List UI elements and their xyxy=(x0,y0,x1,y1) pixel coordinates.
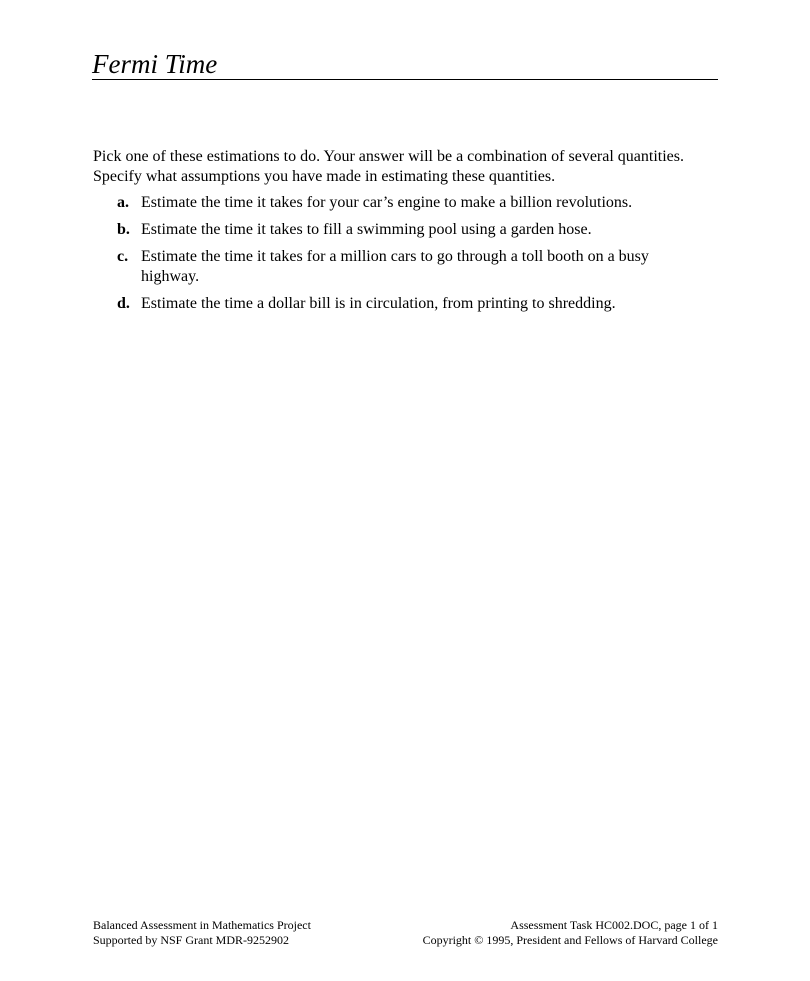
task-marker: d. xyxy=(117,294,130,312)
footer-task-id: Assessment Task HC002.DOC, page 1 of 1 xyxy=(510,918,718,932)
task-item-b xyxy=(93,220,713,240)
footer-grant: Supported by NSF Grant MDR-9252902 xyxy=(93,933,290,947)
task-text: Estimate the time it takes for your car’s engine to make a billion revolutions. xyxy=(141,194,633,211)
intro-paragraph: Pick one of these estimations to do. Your answer will be a combination of several quantities. Specify what assumptions you have made in estimating these quantities. xyxy=(93,148,684,185)
task-list xyxy=(93,193,713,321)
task-item-d xyxy=(93,294,713,314)
task-text: Estimate the time a dollar bill is in circulation, from printing to shredding. xyxy=(141,294,616,312)
task-marker: b. xyxy=(117,221,130,238)
task-marker: a. xyxy=(117,194,129,211)
footer-copyright: Copyright © 1995, President and Fellows of Harvard College xyxy=(422,933,718,947)
task-item-c xyxy=(93,247,713,286)
footer-left xyxy=(93,918,311,948)
page-title: Fermi Time xyxy=(92,50,718,80)
task-text: Estimate the time it takes to fill a swimming pool using a garden hose. xyxy=(141,221,592,238)
footer-right xyxy=(423,918,718,948)
footer-project-name: Balanced Assessment in Mathematics Project xyxy=(93,918,311,932)
task-marker: c. xyxy=(117,248,129,265)
task-text: Estimate the time it takes for a million cars to go through a toll booth on a busy highway. xyxy=(141,248,649,285)
task-item-a xyxy=(93,193,713,213)
